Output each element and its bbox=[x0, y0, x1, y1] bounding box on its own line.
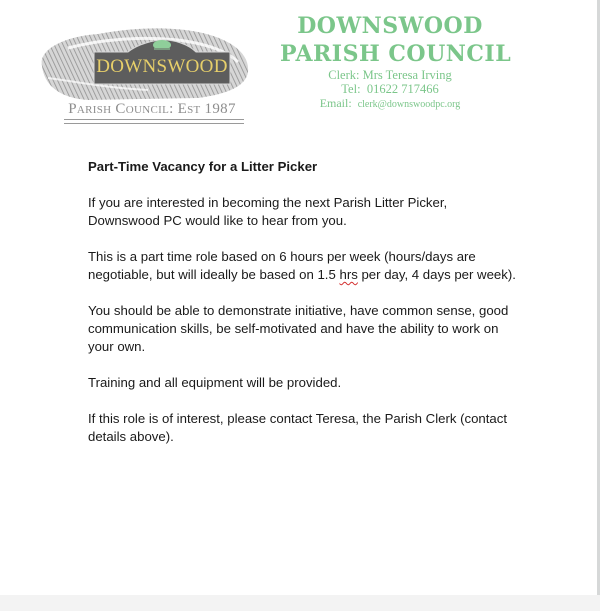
paragraph-training: Training and all equipment will be provided. bbox=[88, 375, 342, 390]
document-body bbox=[88, 158, 518, 464]
email-label: Email: bbox=[319, 96, 352, 110]
paragraph-requirements: You should be able to demonstrate initiative, have common sense, good communication skills, be self-motivated and have the ability to work on your own. bbox=[88, 303, 509, 354]
viewer-bottom-bar bbox=[0, 595, 600, 611]
email-address[interactable]: clerk@downswoodpc.org bbox=[357, 99, 461, 110]
tel-label: Tel: bbox=[341, 82, 361, 96]
telephone-line bbox=[280, 82, 500, 96]
paragraph-intro: If you are interested in becoming the next Parish Litter Picker, Downswood PC would like to hear from you. bbox=[88, 195, 448, 228]
logo-underline bbox=[64, 119, 244, 124]
paragraph-contact: If this role is of interest, please contact Teresa, the Parish Clerk (contact details above). bbox=[88, 411, 508, 444]
paragraph-hours bbox=[88, 248, 518, 284]
logo-sign-text: DOWNSWOOD bbox=[96, 56, 228, 77]
spellcheck-flagged-word[interactable]: hrs bbox=[339, 267, 358, 282]
hours-text-before: This is a part time role based on 6 hours per week (hours/days are negotiable, but will ideally be based on 1.5 bbox=[88, 249, 476, 282]
letterhead-title-line1: DOWNSWOOD bbox=[297, 13, 483, 39]
vacancy-heading: Part-Time Vacancy for a Litter Picker bbox=[88, 159, 318, 174]
letterhead bbox=[280, 12, 512, 112]
logo-subtitle: Parish Council: Est 1987 bbox=[68, 101, 236, 117]
tel-number: 01622 717466 bbox=[366, 82, 439, 96]
email-line bbox=[280, 96, 500, 112]
letterhead-title-line2: PARISH COUNCIL bbox=[280, 41, 512, 67]
clerk-name: Clerk: Mrs Teresa Irving bbox=[328, 68, 452, 82]
parish-logo bbox=[28, 18, 254, 122]
hours-text-after: per day, 4 days per week). bbox=[357, 267, 516, 282]
